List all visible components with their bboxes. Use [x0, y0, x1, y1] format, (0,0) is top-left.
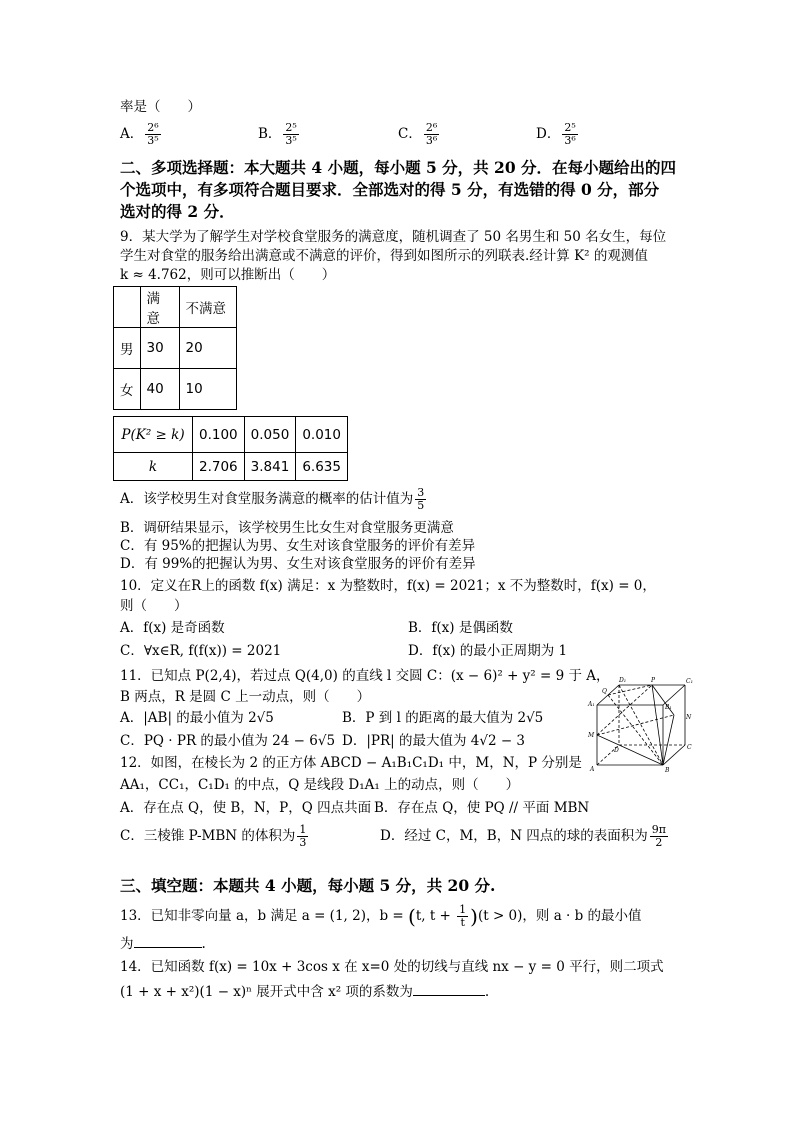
q9-line1: 9．某大学为了解学生对学校食堂服务的满意度，随机调查了 50 名男生和 50 名女生，每位	[120, 229, 667, 245]
q13-line2: 为 .	[120, 936, 206, 952]
q11-line2: B 两点，R 是圆 C 上一动点，则（ ）	[120, 689, 371, 705]
q13-line1: 13．已知非零向量 a，b 满足 a = (1, 2)，b = (t, t + $\frac{1}{t}$ )(t > 0)，则 a · b 的最小值	[120, 903, 642, 929]
cube-label: B	[665, 767, 670, 774]
q12-option-c: C．三棱锥 P-MBN 的体积为 $\frac{1}{3}$	[120, 823, 307, 849]
contingency-table	[113, 286, 237, 410]
table-header-cell	[114, 287, 141, 328]
table-cell: 女	[114, 369, 141, 410]
cube-label: A₁	[588, 701, 595, 708]
cube-label: M	[588, 732, 595, 739]
table-cell: 3.841	[244, 453, 296, 481]
q9-line3: k ≈ 4.762，则可以推断出（ ）	[120, 267, 336, 283]
q8-tail: 率是（ ）	[120, 99, 201, 115]
section2-line3: 选对的得 2 分．	[120, 202, 235, 221]
q10-option-c: C．∀x∈R, f(f(x)) = 2021	[120, 643, 282, 659]
table-cell: 0.100	[193, 417, 245, 453]
q8-option-c: C． $\frac{\text{2⁶}}{\text{3⁶}}$	[398, 121, 438, 147]
q12-line1: 12．如图，在棱长为 2 的正方体 ABCD − A₁B₁C₁D₁ 中，M，N，P 分别是	[120, 755, 582, 771]
q10-line2: 则（ ）	[120, 598, 188, 614]
table-cell: 男	[114, 328, 141, 369]
q8-option-b: B． $\frac{\text{2⁵}}{\text{3⁵}}$	[258, 121, 297, 147]
q11-line1: 11．已知点 P(2,4)，若过点 Q(4,0) 的直线 l 交圆 C：(x − 6)² + y² = 9 于 A，	[120, 668, 610, 684]
section3-header: 三、填空题：本题共 4 小题，每小题 5 分，共 20 分.	[120, 876, 496, 895]
q9-option-c: C．有 95%的把握认为男、女生对该食堂服务的评价有差异	[120, 538, 476, 554]
q11-option-b: B．P 到 l 的距离的最大值为 2√5	[342, 710, 544, 726]
q11-option-d: D．|PR| 的最大值为 4√2 − 3	[342, 733, 526, 749]
table-cell: 20	[179, 328, 236, 369]
cube-label: C	[687, 744, 692, 751]
cube-label: P	[651, 677, 656, 684]
answer-blank[interactable]	[134, 935, 202, 948]
q8-option-d: D． $\frac{\text{2⁵}}{\text{3⁶}}$	[536, 121, 576, 147]
cube-label: D₁	[619, 677, 627, 684]
q14-line1: 14．已知函数 f(x) = 10x + 3cos x 在 x=0 处的切线与直线 nx − y = 0 平行，则二项式	[120, 959, 664, 975]
q12-option-a: A．存在点 Q，使 B，N，P，Q 四点共面	[120, 800, 372, 816]
q8-option-a: A． $\frac{\text{2⁶}}{\text{3⁵}}$	[120, 121, 159, 147]
cube-label: A	[590, 766, 595, 773]
table-cell: 0.010	[296, 417, 348, 453]
q14-line2: (1 + x + x²)(1 − x)ⁿ 展开式中含 x² 项的系数为 .	[120, 984, 490, 1000]
table-header-cell: 不满意	[179, 287, 236, 328]
table-cell: 30	[140, 328, 179, 369]
cube-figure	[585, 675, 697, 775]
table-cell: P(K² ≥ k)	[114, 417, 193, 453]
section2-line2: 个选项中，有多项符合题目要求．全部选对的得 5 分，有选错的得 0 分，部分	[120, 180, 660, 199]
table-cell: 0.050	[244, 417, 296, 453]
q12-option-b: B．存在点 Q，使 PQ // 平面 MBN	[374, 800, 590, 816]
q10-option-a: A．f(x) 是奇函数	[120, 620, 225, 636]
cube-label: N	[686, 714, 692, 721]
table-cell: 6.635	[296, 453, 348, 481]
answer-blank[interactable]	[413, 983, 485, 996]
q10-option-d: D．f(x) 的最小正周期为 1	[408, 643, 568, 659]
q9-option-a: A．该学校男生对食堂服务满意的概率的估计值为 $\frac{3}{5}$	[120, 486, 425, 512]
q9-option-b: B．调研结果显示，该学校男生比女生对食堂服务更满意	[120, 520, 454, 536]
table-cell: k	[114, 453, 193, 481]
q11-option-c: C．PQ · PR 的最小值为 24 − 6√5	[120, 733, 336, 749]
q12-line2: AA₁，CC₁，C₁D₁ 的中点，Q 是线段 D₁A₁ 上的动点，则（ ）	[120, 777, 520, 793]
section2-line1: 二、多项选择题：本大题共 4 小题，每小题 5 分，共 20 分．在每小题给出的四	[120, 158, 677, 177]
table-cell: 10	[179, 369, 236, 410]
critical-value-table	[113, 416, 348, 481]
q10-line1: 10．定义在R上的函数 f(x) 满足：x 为整数时，f(x) = 2021；x 不为整数时，f(x) = 0，	[120, 578, 656, 594]
q10-option-b: B．f(x) 是偶函数	[408, 620, 513, 636]
q11-option-a: A．|AB| 的最小值为 2√5	[120, 710, 274, 726]
q9-line2: 学生对食堂的服务给出满意或不满意的评价，得到如图所示的列联表.经计算 K² 的观测值	[120, 248, 648, 264]
table-cell: 40	[140, 369, 179, 410]
q12-option-d: D．经过 C，M，B，N 四点的球的表面积为 $\frac{9\pi}{2}$	[380, 823, 667, 849]
cube-label: B₁	[665, 704, 672, 711]
cube-label: Q	[602, 688, 607, 695]
table-header-cell: 满意	[140, 287, 179, 328]
cube-label: C₁	[686, 678, 693, 685]
table-cell: 2.706	[193, 453, 245, 481]
q9-option-d: D．有 99%的把握认为男、女生对该食堂服务的评价有差异	[120, 556, 476, 572]
cube-label: D	[614, 747, 619, 754]
